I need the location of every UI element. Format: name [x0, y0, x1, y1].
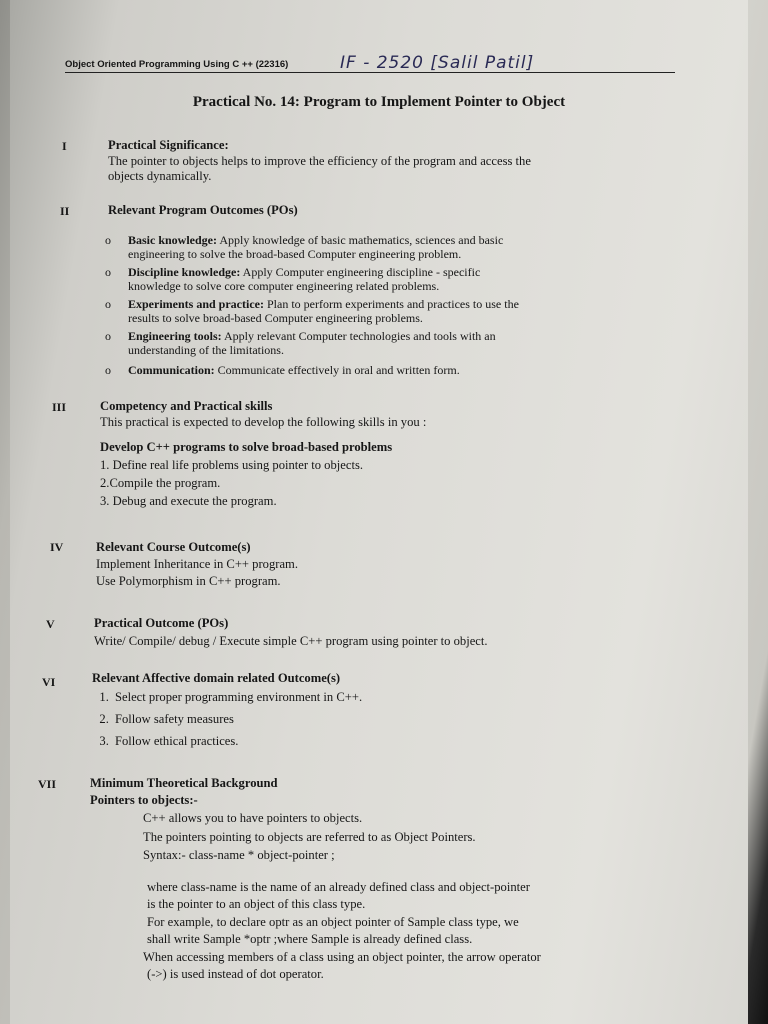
- text-line: Implement Inheritance in C++ program.: [96, 557, 298, 571]
- bullet-label: Discipline knowledge:: [128, 265, 241, 279]
- bullet-text: Plan to perform experiments and practices to use the: [263, 297, 519, 311]
- bullet-text: Communicate effectively in oral and written form.: [214, 363, 460, 377]
- bullet-label: Basic knowledge:: [128, 233, 218, 247]
- text-line: The pointers pointing to objects are referred to as Object Pointers.: [143, 829, 476, 844]
- section-heading: [108, 203, 668, 219]
- section-number-3: III: [52, 400, 67, 414]
- sub-heading: Pointers to objects:-: [90, 793, 198, 807]
- syntax-line: Syntax:- class-name * object-pointer ;: [143, 848, 335, 862]
- section-heading: Relevant Course Outcome(s): [96, 540, 251, 554]
- list-item: 3. Debug and execute the program.: [100, 493, 277, 508]
- text-line: For example, to declare optr as an object pointer of Sample class type, we: [147, 914, 519, 929]
- handwritten-student-note: IF - 2520 [Salil Patil]: [340, 53, 535, 73]
- section-number-7: VII: [38, 777, 57, 791]
- bullet-text: Apply Computer engineering discipline - specific: [240, 265, 481, 279]
- section-heading: Relevant Affective domain related Outcome(s): [92, 671, 341, 685]
- course-title: Object Oriented Programming Using C ++ (22316): [65, 59, 289, 70]
- text-line: Write/ Compile/ debug / Execute simple C++ program using pointer to object.: [94, 634, 488, 648]
- bullet-text-cont: engineering to solve the broad-based Computer engineering problem.: [128, 246, 462, 261]
- section-number-2: II: [60, 204, 70, 218]
- section-heading: Competency and Practical skills: [100, 399, 273, 413]
- sub-heading: Develop C++ programs to solve broad-based problems: [100, 440, 393, 454]
- section-number-5: V: [46, 617, 55, 631]
- text-line: (->) is used instead of dot operator.: [147, 967, 324, 981]
- text-line: is the pointer to an object of this class type.: [147, 897, 366, 911]
- bullet-label: Experiments and practice:: [128, 297, 264, 311]
- section-number-4: IV: [50, 540, 64, 554]
- po-bullet: o Discipline knowledge: Apply Computer engineering discipline - specific knowledge to solve core computer engineering related problems.: [105, 265, 481, 293]
- bullet-text-cont: results to solve broad-based Computer engineering problems.: [128, 310, 423, 325]
- po-bullet: o Experiments and practice: Plan to perform experiments and practices to use the results to solve broad-based Computer engineering problems.: [105, 297, 519, 325]
- po-bullet: o Engineering tools: Apply relevant Computer technologies and tools with an understanding of the limitations.: [105, 329, 496, 357]
- bullet-label: Engineering tools:: [128, 329, 222, 343]
- list-item: 1. Select proper programming environment in C++.: [112, 686, 672, 708]
- text-line: shall write Sample *optr ;where Sample is already defined class.: [147, 932, 473, 946]
- section-number-6: VI: [42, 675, 56, 689]
- text-line: Use Polymorphism in C++ program.: [96, 574, 281, 588]
- section-competency: [100, 399, 670, 510]
- po-bullet: o Basic knowledge: Apply knowledge of basic mathematics, sciences and basic engineering to solve the broad-based Computer engineering problem.: [105, 233, 504, 261]
- text-line: C++ allows you to have pointers to objects.: [143, 811, 363, 825]
- section-course-outcomes: [96, 539, 666, 590]
- section-heading: Practical Significance:: [108, 138, 229, 152]
- section-affective-outcomes: [92, 670, 672, 752]
- bullet-text: Apply knowledge of basic mathematics, sciences and basic: [217, 233, 504, 247]
- section-theory: [90, 775, 700, 984]
- section-heading-text: Relevant Program Outcomes (POs): [108, 203, 298, 217]
- text-line: The pointer to objects helps to improve the efficiency of the program and access the: [108, 153, 531, 168]
- list-item: 3. Follow ethical practices.: [112, 730, 672, 752]
- document-page: [10, 0, 748, 1024]
- list-item: 1. Define real life problems using pointer to objects.: [100, 457, 363, 472]
- list-item: 2. Follow safety measures: [112, 708, 672, 730]
- bullet-text: Apply relevant Computer technologies and tools with an: [221, 329, 496, 343]
- practical-title: Practical No. 14: Program to Implement Pointer to Object: [192, 94, 566, 110]
- text-line: where class-name is the name of an already defined class and object-pointer: [147, 879, 530, 894]
- bullet-text-cont: understanding of the limitations.: [128, 342, 284, 357]
- bullet-text-cont: knowledge to solve core computer engineering related problems.: [128, 278, 440, 293]
- section-practical-outcome: [94, 614, 674, 650]
- section-number-1: I: [62, 139, 67, 153]
- list-item: 2.Compile the program.: [100, 475, 221, 490]
- section-heading: Minimum Theoretical Background: [90, 776, 278, 790]
- text-line: objects dynamically.: [108, 169, 212, 183]
- po-bullet: o Communication: Communicate effectively in oral and written form.: [105, 363, 460, 377]
- text-line: When accessing members of a class using an object pointer, the arrow operator: [143, 949, 541, 964]
- section-heading: Practical Outcome (POs): [94, 616, 229, 630]
- intro-text: This practical is expected to develop the following skills in you :: [100, 414, 427, 429]
- section-practical-significance: [108, 138, 668, 185]
- page-header: [65, 52, 675, 73]
- bullet-label: Communication:: [128, 363, 215, 377]
